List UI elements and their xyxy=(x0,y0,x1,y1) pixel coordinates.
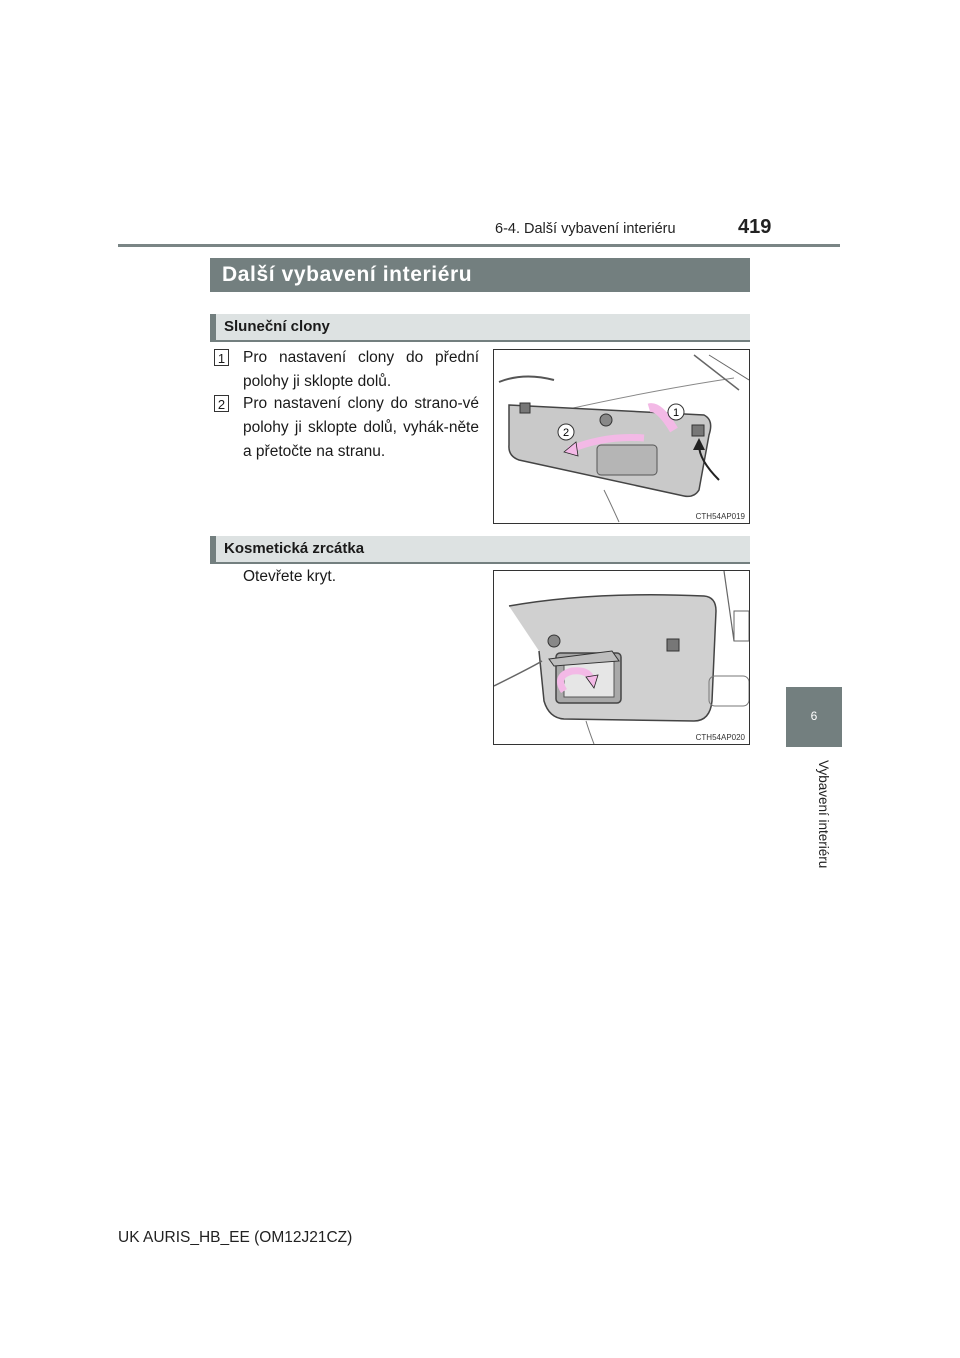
vanity-mirror-instruction: Otevřete kryt. xyxy=(243,568,337,585)
step-2-number: 2 xyxy=(214,395,229,412)
chapter-tab xyxy=(786,687,842,747)
figure-callout-2: 2 xyxy=(562,427,570,439)
header-rule xyxy=(118,244,840,247)
header-section-title: 6-4. Další vybavení interiéru xyxy=(495,221,676,237)
section-title: Další vybavení interiéru xyxy=(222,263,473,286)
section-title-bar xyxy=(210,258,750,292)
sun-visor-figure xyxy=(493,349,750,524)
step-1 xyxy=(214,346,479,394)
step-1-text: Pro nastavení clony do přední polohy ji sklopte dolů. xyxy=(243,349,479,390)
vanity-mirror-figure-code: CTH54AP020 xyxy=(695,733,745,742)
subsection-vanity-mirrors xyxy=(210,536,750,562)
subsection-sun-visors xyxy=(210,314,750,340)
chapter-number: 6 xyxy=(810,709,818,723)
figure-callout-1: 1 xyxy=(672,407,680,419)
vanity-mirrors-heading: Kosmetická zrcátka xyxy=(224,540,365,557)
step-2 xyxy=(214,392,479,464)
vanity-mirror-figure xyxy=(493,570,750,745)
step-1-number: 1 xyxy=(214,349,229,366)
page-number: 419 xyxy=(738,216,772,238)
step-2-text: Pro nastavení clony do strano-vé polohy ji sklopte dolů, vyhák-něte a přetočte na stranu. xyxy=(243,395,479,460)
footer-model-code: UK AURIS_HB_EE (OM12J21CZ) xyxy=(118,1229,353,1246)
sun-visors-heading: Sluneční clony xyxy=(224,318,330,335)
chapter-label: Vybavení interiéru xyxy=(816,760,831,869)
sun-visor-figure-code: CTH54AP019 xyxy=(695,512,745,521)
